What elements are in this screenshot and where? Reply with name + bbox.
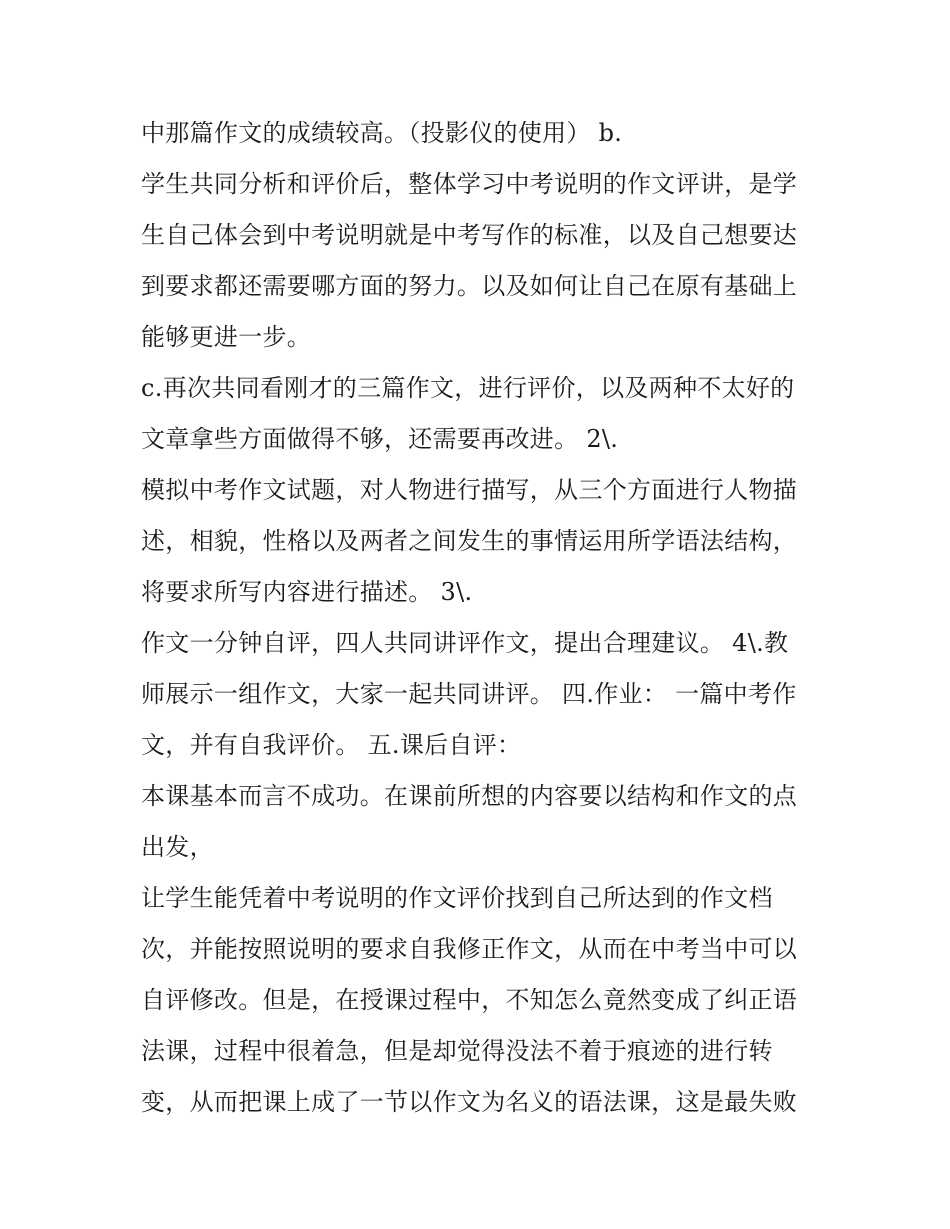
text-line: 让学生能凭着中考说明的作文评价找到自己所达到的作文档 bbox=[141, 884, 773, 912]
text-line: 作文一分钟自评，四人共同讲评作文，提出合理建议。 4\.教 bbox=[141, 629, 789, 657]
text-line: 变，从而把课上成了一节以作文为名义的语法课，这是最失败 bbox=[141, 1088, 798, 1116]
text-line: 将要求所写内容进行描述。 3\. bbox=[141, 578, 473, 606]
text-line: 自评修改。但是，在授课过程中，不知怎么竟然变成了纠正语 bbox=[141, 986, 798, 1014]
text-line: 文，并有自我评价。 五.课后自评： bbox=[141, 731, 522, 759]
text-line: 能够更进一步。 bbox=[141, 323, 312, 351]
text-line: 本课基本而言不成功。在课前所想的内容要以结构和作文的点 bbox=[141, 782, 798, 810]
text-line: 次，并能按照说明的要求自我修正作文，从而在中考当中可以 bbox=[141, 935, 798, 963]
text-line: c.再次共同看刚才的三篇作文，进行评价，以及两种不太好的 bbox=[141, 374, 795, 402]
text-line: 模拟中考作文试题，对人物进行描写，从三个方面进行人物描 bbox=[141, 476, 798, 504]
text-line: 述，相貌，性格以及两者之间发生的事情运用所学语法结构， bbox=[141, 527, 798, 555]
body-text bbox=[141, 108, 821, 1128]
text-line: 中那篇作文的成绩较高。（投影仪的使用） b. bbox=[141, 119, 623, 147]
text-line: 法课，过程中很着急，但是却觉得没法不着于痕迹的进行转 bbox=[141, 1037, 773, 1065]
text-line: 出发， bbox=[141, 833, 214, 861]
text-line: 文章拿些方面做得不够，还需要再改进。 2\. bbox=[141, 425, 619, 453]
text-line: 学生共同分析和评价后，整体学习中考说明的作文评讲，是学 bbox=[141, 170, 798, 198]
text-line: 到要求都还需要哪方面的努力。以及如何让自己在原有基础上 bbox=[141, 272, 798, 300]
text-line: 师展示一组作文，大家一起共同讲评。 四.作业： 一篇中考作 bbox=[141, 680, 797, 708]
text-line: 生自己体会到中考说明就是中考写作的标准，以及自己想要达 bbox=[141, 221, 798, 249]
